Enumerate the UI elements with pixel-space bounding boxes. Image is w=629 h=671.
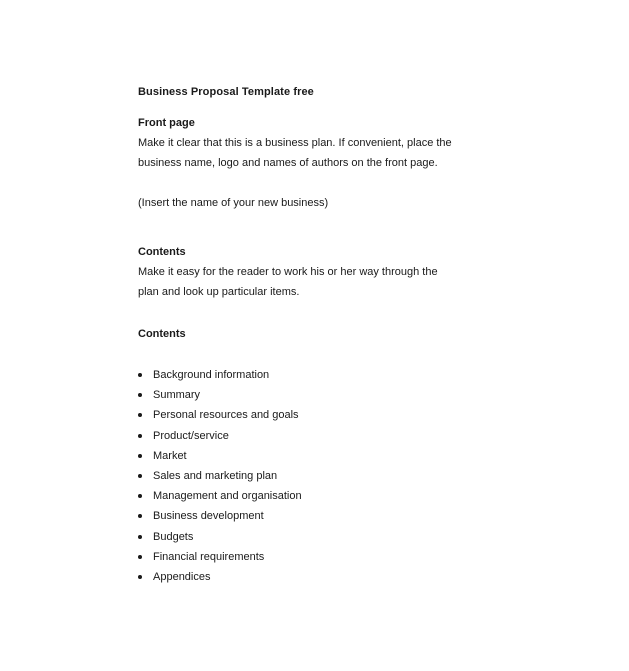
list-item-label: Personal resources and goals [153, 409, 299, 422]
contents-bullet-list [138, 365, 598, 587]
list-item [138, 405, 598, 425]
list-item-label: Summary [153, 389, 201, 402]
document-title: Business Proposal Template free [138, 86, 314, 98]
bullet-icon [138, 393, 142, 397]
list-item [138, 486, 598, 506]
list-item-label: Management and organisation [153, 490, 302, 503]
contents-intro-section [138, 242, 598, 302]
list-item-label: Product/service [153, 429, 229, 442]
bullet-icon [138, 494, 142, 498]
contents-list-heading: Contents [138, 328, 186, 340]
list-item-label: Appendices [153, 571, 211, 584]
list-item-label: Background information [153, 369, 270, 381]
business-name-placeholder: (Insert the name of your new business) [138, 197, 329, 209]
list-item-label: Business development [153, 510, 264, 523]
list-item [138, 506, 598, 526]
list-item [138, 385, 598, 405]
list-item [138, 567, 598, 587]
list-item-label: Sales and marketing plan [153, 470, 278, 483]
contents-intro-heading: Contents [138, 246, 186, 258]
front-page-section [138, 113, 598, 213]
bullet-icon [138, 454, 142, 458]
contents-intro-line-2: plan and look up particular items. [138, 286, 300, 298]
bullet-icon [138, 434, 142, 438]
bullet-icon [138, 535, 142, 539]
list-item [138, 365, 598, 385]
front-page-line-1: Make it clear that this is a business plan. If convenient, place the [138, 137, 452, 149]
list-item [138, 466, 598, 486]
bullet-icon [138, 514, 142, 518]
list-item [138, 446, 598, 466]
front-page-line-2: business name, logo and names of authors on the front page. [138, 157, 438, 169]
contents-intro-line-1: Make it easy for the reader to work his or her way through the [138, 266, 438, 278]
list-item-label: Financial requirements [153, 550, 265, 563]
contents-list-section [138, 324, 598, 587]
list-item [138, 547, 598, 567]
bullet-icon [138, 373, 142, 377]
list-item [138, 527, 598, 547]
bullet-icon [138, 474, 142, 478]
document-page [138, 82, 598, 587]
list-item [138, 426, 598, 446]
bullet-icon [138, 413, 142, 417]
bullet-icon [138, 575, 142, 579]
bullet-icon [138, 555, 142, 559]
list-item-label: Market [153, 449, 187, 462]
front-page-heading: Front page [138, 117, 195, 129]
list-item-label: Budgets [153, 530, 194, 543]
